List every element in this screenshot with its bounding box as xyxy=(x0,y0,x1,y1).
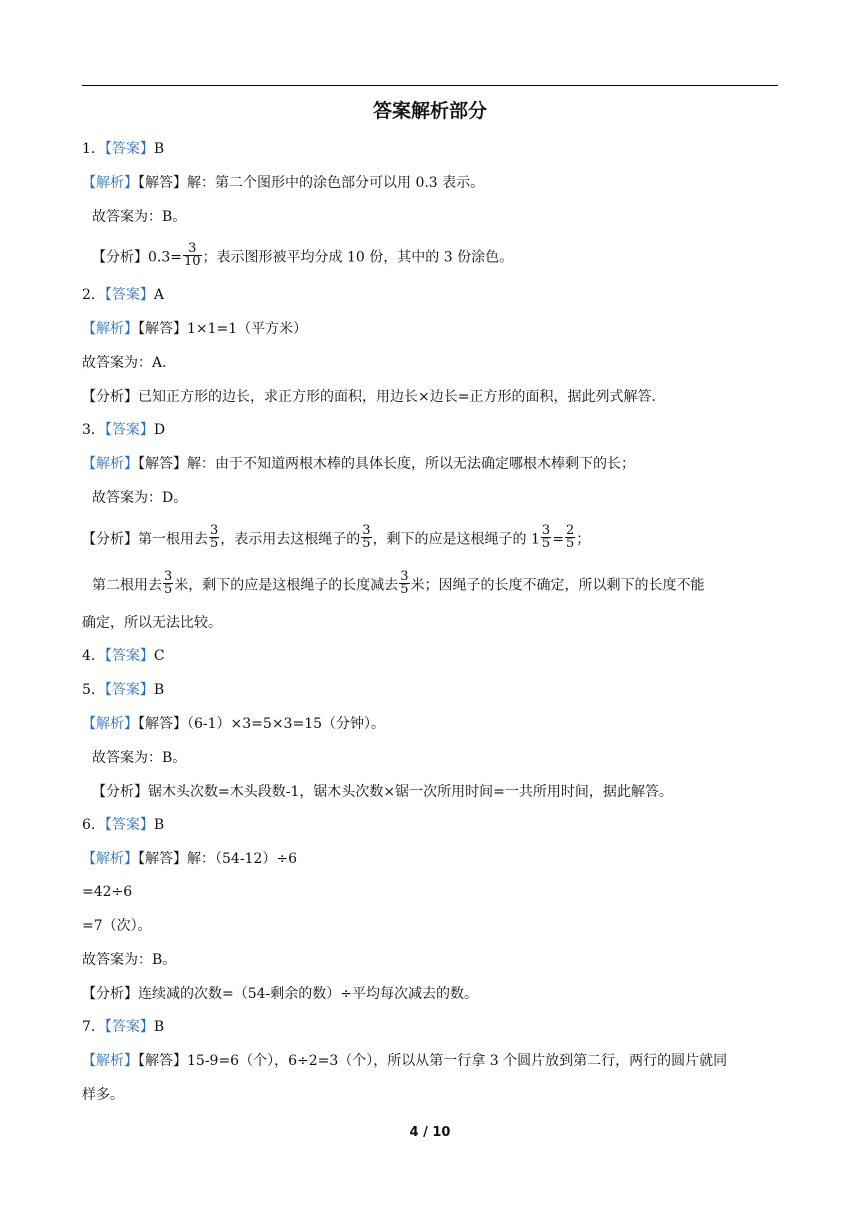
q3-fraction-2 xyxy=(541,525,551,550)
q7-number: 7． xyxy=(82,1019,105,1035)
q3-jieda-line xyxy=(82,454,635,474)
q3-jieda: 解：由于不知道两根木棒的具体长度，所以无法确定哪根木棒剩下的长； xyxy=(187,456,635,472)
q1-answer: B xyxy=(153,141,165,157)
q3-line2-c: 米；因绳子的长度不确定，所以剩下的长度不能 xyxy=(410,577,705,594)
fenxi-label: 【分析】 xyxy=(92,249,148,266)
fenxi-label: 【分析】 xyxy=(82,389,138,405)
q3-fraction-2-den: 5 xyxy=(541,536,551,551)
page-number: 4 / 10 xyxy=(409,1125,451,1140)
q4-answer: C xyxy=(153,648,165,664)
q1-fraction xyxy=(183,243,202,268)
page-title: 答案解析部分 xyxy=(372,100,487,122)
jiexi-label: 【解析】 xyxy=(82,456,138,472)
q4-answer-line xyxy=(82,646,165,666)
q3-fraction-3-num: 2 xyxy=(565,523,575,538)
q1-fenxi-post: ；表示图形被平均分成 10 份，其中的 3 份涂色。 xyxy=(202,249,514,266)
q3-fenxi-b: ，表示用去这根绳子的 xyxy=(220,531,361,548)
q3-fraction-den: 5 xyxy=(400,582,409,597)
q3-fraction-den: 5 xyxy=(164,582,173,597)
q2-fenxi-line xyxy=(82,387,656,407)
q6-number: 6． xyxy=(82,817,105,833)
q2-answer-line xyxy=(82,285,164,305)
q3-equals: = xyxy=(552,531,564,548)
q7-jieda-line xyxy=(82,1051,727,1071)
q3-fraction xyxy=(209,525,219,550)
fenxi-label: 【分析】 xyxy=(82,986,138,1002)
q1-answer-line xyxy=(82,139,164,159)
q3-line2-a: 第二根用去 xyxy=(92,577,162,594)
q7-answer: B xyxy=(153,1019,165,1035)
q3-answer: D xyxy=(153,422,166,438)
q3-fraction-3-den: 5 xyxy=(565,536,575,551)
q5-number: 5． xyxy=(82,682,105,698)
q7-jieda-cont: 样多。 xyxy=(82,1087,124,1103)
q3-fraction xyxy=(361,525,371,550)
q3-answer-line xyxy=(82,420,165,440)
q3-fenxi-d: ； xyxy=(576,531,591,548)
q2-jieda-line xyxy=(82,319,307,339)
jieda-label: 【解答】 xyxy=(138,321,187,337)
answer-label: 【答案】 xyxy=(104,648,154,664)
jieda-label: 【解答】 xyxy=(138,175,187,191)
q6-step1: =42÷6 xyxy=(82,884,133,900)
q1-number: 1． xyxy=(82,141,105,157)
q1-fraction-num: 3 xyxy=(183,243,202,256)
q3-fenxi-line xyxy=(82,523,591,552)
q6-fenxi-line xyxy=(82,984,478,1004)
q7-answer-line xyxy=(82,1017,164,1037)
q1-jieda-line xyxy=(82,173,484,193)
jieda-label: 【解答】 xyxy=(138,456,187,472)
q2-fenxi: 已知正方形的边长，求正方形的面积，用边长×边长=正方形的面积，据此列式解答. xyxy=(138,389,656,405)
jiexi-label: 【解析】 xyxy=(82,716,138,732)
q2-conclusion: 故答案为：A. xyxy=(82,355,167,371)
fenxi-label: 【分析】 xyxy=(82,531,138,548)
q6-jieda: 解：（54-12）÷6 xyxy=(187,851,297,867)
q3-fenxi-a: 第一根用去 xyxy=(138,531,208,548)
jieda-label: 【解答】 xyxy=(138,716,187,732)
answer-label: 【答案】 xyxy=(104,141,154,157)
q6-conclusion: 故答案为：B。 xyxy=(82,952,177,968)
q3-fraction-3 xyxy=(565,525,575,550)
q3-fenxi-c: ，剩下的应是这根绳子的 1 xyxy=(372,531,540,548)
q5-jieda: （6-1）×3=5×3=15（分钟）。 xyxy=(187,716,386,732)
q1-jieda: 解：第二个图形中的涂色部分可以用 0.3 表示。 xyxy=(187,175,485,191)
jieda-label: 【解答】 xyxy=(138,1053,187,1069)
q1-fenxi-pre: 0.3= xyxy=(148,249,182,266)
q3-conclusion: 故答案为：D。 xyxy=(92,490,188,506)
answer-label: 【答案】 xyxy=(104,287,154,303)
q4-number: 4． xyxy=(82,648,105,664)
q3-fraction-num: 3 xyxy=(362,523,371,538)
q2-answer: A xyxy=(153,287,165,303)
q3-fraction xyxy=(399,571,409,596)
q3-fraction xyxy=(163,571,173,596)
q5-answer-line xyxy=(82,680,164,700)
q3-fraction-2-num: 3 xyxy=(541,523,551,538)
jiexi-label: 【解析】 xyxy=(82,321,138,337)
answer-label: 【答案】 xyxy=(104,1019,154,1035)
q3-fraction-num: 3 xyxy=(164,569,173,584)
header-rule xyxy=(82,85,778,86)
q3-fraction-den: 5 xyxy=(210,536,219,551)
answer-label: 【答案】 xyxy=(104,817,154,833)
q3-fraction-num: 3 xyxy=(210,523,219,538)
fenxi-label: 【分析】 xyxy=(92,784,148,800)
q6-answer: B xyxy=(153,817,165,833)
q6-step2: =7（次）。 xyxy=(82,918,152,934)
q2-number: 2． xyxy=(82,287,105,303)
q5-fenxi: 锯木头次数=木头段数-1，锯木头次数×锯一次所用时间=一共所用时间，据此解答。 xyxy=(148,784,673,800)
q1-fenxi-line xyxy=(92,241,514,270)
q3-fraction-den: 5 xyxy=(362,536,371,551)
q5-conclusion: 故答案为：B。 xyxy=(92,750,187,766)
jiexi-label: 【解析】 xyxy=(82,175,138,191)
q3-fenxi-line2 xyxy=(92,569,705,598)
q3-line2-b: 米，剩下的应是这根绳子的长度减去 xyxy=(174,577,399,594)
q6-answer-line xyxy=(82,815,164,835)
q5-answer: B xyxy=(153,682,165,698)
q7-jieda: 15-9=6（个），6÷2=3（个），所以从第一行拿 3 个圆片放到第二行，两行的圆片就同 xyxy=(187,1053,728,1069)
jiexi-label: 【解析】 xyxy=(82,851,138,867)
q6-fenxi: 连续减的次数=（54-剩余的数）÷平均每次减去的数。 xyxy=(138,986,479,1002)
q6-jieda-line xyxy=(82,849,297,869)
q3-fenxi-line3: 确定，所以无法比较。 xyxy=(82,615,222,631)
jieda-label: 【解答】 xyxy=(138,851,187,867)
answer-label: 【答案】 xyxy=(104,422,154,438)
q1-conclusion: 故答案为：B。 xyxy=(92,209,187,225)
q3-fraction-num: 3 xyxy=(400,569,409,584)
q3-number: 3． xyxy=(82,422,105,438)
q5-jieda-line xyxy=(82,714,385,734)
q2-jieda: 1×1=1（平方米） xyxy=(187,321,308,337)
q5-fenxi-line xyxy=(92,782,673,802)
jiexi-label: 【解析】 xyxy=(82,1053,138,1069)
answer-label: 【答案】 xyxy=(104,682,154,698)
q1-fraction-den: 10 xyxy=(184,254,201,269)
